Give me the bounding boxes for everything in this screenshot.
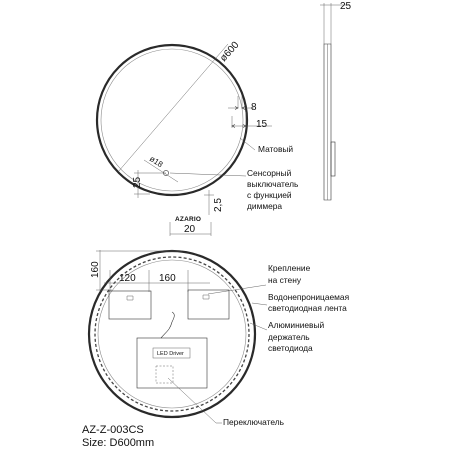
switch-note: Переключатель [223,417,284,427]
sensor-note-line-4: диммера [247,201,283,211]
side-depth-label: 25 [340,1,352,12]
dim-20-label: 20 [184,224,196,235]
holder-note-line-1: Алюминиевый [268,320,325,330]
dim-120-label: 120 [119,273,136,284]
led-driver-box [137,338,207,388]
diameter-label: ø600 [218,39,242,65]
led-driver-label: LED Driver [157,351,184,357]
sensor-dim-25-label: 25 [132,176,143,188]
sensor-dim-2-5-label: 2,5 [213,198,224,212]
mount-note-line-1: Крепление [268,263,311,273]
dim-20-group [170,222,211,236]
finish-label: Матовый [258,144,294,154]
holder-note-line-3: светодиода [268,343,313,353]
led-strip-leader [252,303,267,305]
front-view [97,39,301,236]
led-strip-note [268,292,351,313]
dim-160-horizontal-label: 160 [159,273,176,284]
sensor-diameter-label: ø18 [147,154,165,170]
cable [161,312,174,338]
mount-bracket-left [109,291,151,319]
sensor-note-line-2: выключатель [247,179,299,189]
footer [82,424,154,449]
sensor-leader [170,173,246,176]
mount-note-line-2: на стену [268,275,302,285]
back-view [89,250,351,427]
model-label: AZ-Z-003CS [82,424,144,436]
size-label: Size: D600mm [82,437,155,449]
mount-note [268,263,313,285]
holder-note-line-2: держатель [268,332,310,342]
dim-15-label: 15 [256,119,268,130]
diameter-line [118,44,228,172]
side-view [320,1,352,200]
sensor-note [247,168,301,211]
brand-logo: AZARIO [175,216,202,223]
holder-leader [250,323,267,330]
sensor-note-line-1: Сенсорный [247,168,292,178]
dim-15-group [232,112,272,130]
dim-160-vertical-label: 160 [90,261,101,278]
mount-bracket-right [188,290,229,319]
side-mount-bracket [331,142,335,176]
dim-8-label: 8 [251,102,257,113]
holder-note [268,320,327,353]
sensor-note-line-3: с функцией [247,190,292,200]
mirror-inner-ring [101,49,243,191]
dim-120-group [104,270,210,292]
led-strip-note-line-1: Водонепроницаемая [268,292,350,302]
sensor-dim-2-5-group [204,190,224,215]
led-strip-note-line-2: светодиодная лента [268,303,347,313]
mirror-outer-ring [97,45,247,195]
